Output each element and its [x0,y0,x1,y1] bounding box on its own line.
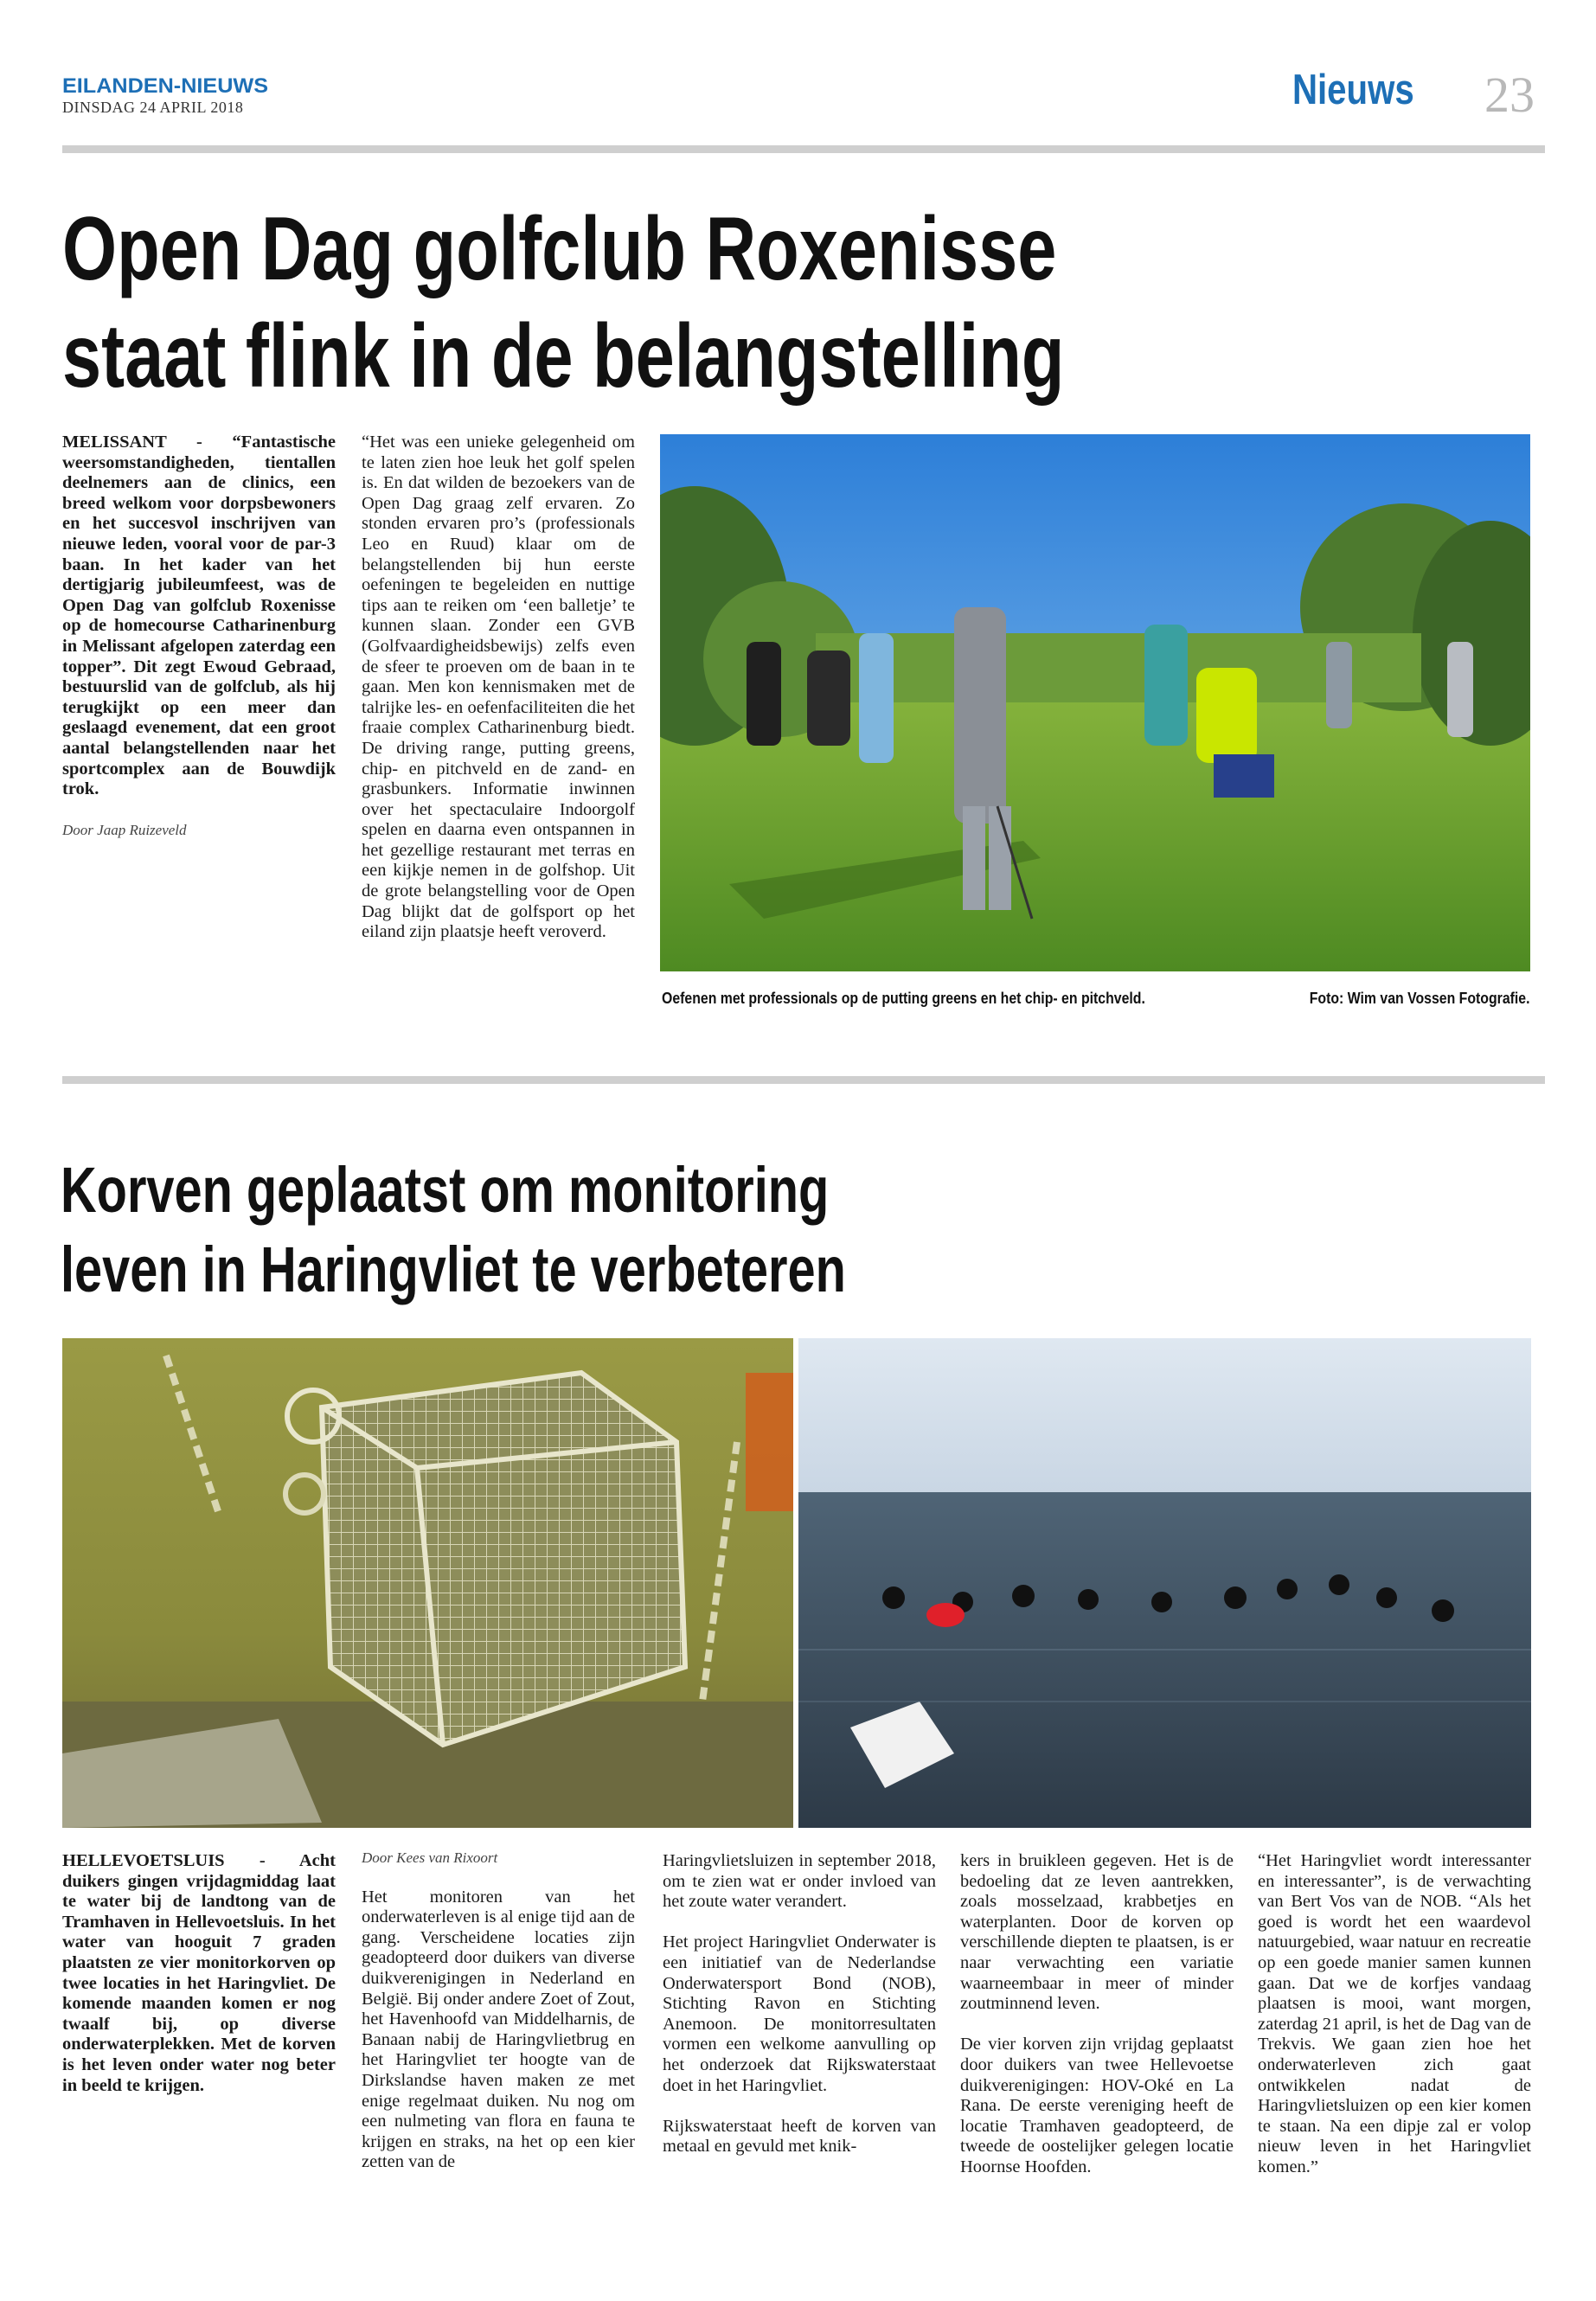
article2-column-4 [960,1851,1234,2198]
divers-photo [798,1338,1531,1828]
article1-column-2 [362,433,635,963]
divers-photo-illustration [798,1338,1531,1828]
article1-lead: MELISSANT - “Fantastische weersomstandigheden, tientallen deelnemers aan de clinics, een breed welkom voor dorpsbewoners en het succesvol inschrijven van nieuwe leden, vooral voor de par-3 baan. In het kader van het dertigjarig jubileumfeest, was de Open Dag van golfclub Roxenisse op de homecourse Catharinenburg in Melissant afgelopen zaterdag een topper”. Dit zegt Ewoud Gebraad, bestuurslid van de golfclub, als hij terugkijkt op een meer dan geslaagd evenement, dat een groot aantal belangstellenden naar het sportcomplex aan de Bouwdijk trok. [62,433,336,799]
article2-column-1 [62,1851,336,2117]
article2-col3-p3: Rijkswaterstaat heeft de korven van metaal en gevuld met knik- [663,2116,936,2157]
article1-column-1 [62,433,336,861]
page-number: 23 [1484,67,1535,123]
top-rule [62,145,1545,153]
issue-date: DINSDAG 24 APRIL 2018 [62,99,244,116]
article1-byline: Door Jaap Ruizeveld [62,822,187,839]
article2-column-2 [362,1848,635,2194]
golf-photo-illustration [660,434,1530,971]
basket-photo-illustration [62,1338,793,1828]
article2-lead: HELLEVOETSLUIS - Acht duikers gingen vrijdagmiddag laat te water bij de landtong van de Tramhaven in Hellevoetsluis. In het water van hooguit 7 graden plaatsten ze vier monitorkorven op twee locaties in het Haringvliet. De komende maanden komen er nog twaalf bij, op diverse onderwaterplekken. Met de korven is het leven onder water nog beter in beeld te krijgen. [62,1851,336,2095]
article1-headline-line1: Open Dag golfclub Roxenisse [62,199,1057,299]
article2-col5-text: “Het Haringvliet wordt interessanter en interessanter”, is de verwachting van Bert Vos van de NOB. “Als het goed is wordt het een waardevol natuurgebied, waar natuur en recreatie op een goede manier samen kunnen gaan. Dat we de korfjes vandaag plaatsen is mooi, want morgen, zaterdag 21 april, is het de Dag van de Trekvis. We gaan zien hoe het onderwaterleven zich gaat ontwikkelen nadat de Haringvlietsluizen op een kier komen te staan. Na een dipje zal er volop nieuw leven in het Haringvliet komen.” [1258,1851,1531,2176]
article-divider [62,1076,1545,1084]
article2-col2-text: Het monitoren van het onderwaterleven is al enige tijd aan de gang. Verscheidene locaties zijn geadopteerd door duikers van diverse duikverenigingen in Nederland en België. Bij onder andere Zoet of Zout, het Havenhoofd van Middelharnis, de Banaan nabij de Haringvlietbrug en het Haringvliet ter hoogte van de Dirkslandse haven maken ze met enige regelmaat duiken. Nu nog om een nulmeting van flora en fauna te krijgen en straks, na het op een kier zetten van de [362,1887,635,2172]
article1-headline [62,195,1064,410]
article2-headline-line2: leven in Haringvliet te verbeteren [61,1234,846,1305]
article2-col4-p2: De vier korven zijn vrijdag geplaatst door duikers van twee Hellevoetse duikverenigingen: HOV-Oké en La Rana. De eerste vereniging heeft de locatie Tramhaven geadopteerd, de tweede de oostelijker gelegen locatie Hoornse Hoofden. [960,2035,1234,2176]
article2-column-3 [663,1851,936,2178]
section-title: Nieuws [1292,67,1414,113]
article2-column-5 [1258,1851,1531,2198]
golf-photo-caption: Oefenen met professionals op de putting greens en het chip- en pitchveld. [662,990,1145,1007]
article2-col4-p1: kers in bruikleen gegeven. Het is de bedoeling dat ze leven aantrekken, zoals mosselzaad, krabbetjes en waterplanten. Door de korven op verschillende diepten te plaatsen, is er naar verwachting een variatie waarneembaar in meer of minder zoutminnend leven. [960,1851,1234,2014]
article2-headline-line1: Korven geplaatst om monitoring [61,1154,830,1226]
golf-photo [660,434,1530,971]
article2-headline [61,1150,846,1310]
article1-body: “Het was een unieke gelegenheid om te laten zien hoe leuk het golf spelen is. En dat wilden de bezoekers van de Open Dag graag zelf ervaren. Zo stonden ervaren pro’s (professionals Leo en Ruud) klaar om de belangstellenden bij hun eerste oefeningen te begeleiden en nuttige tips aan te reiken om ‘een balletje’ te kunnen slaan. Zonder een GVB (Golfvaardigheidsbewijs) zelfs even de sfeer te proeven om de baan in te gaan. Men kon kennismaken met de talrijke les- en oefenfaciliteiten die het fraaie complex Catharinenburg biedt. De driving range, putting greens, chip- en pitchveld en de zand- en grasbunkers. Informatie inwinnen over het spectaculaire Indoorgolf spelen en daarna even ontspannen in het gezellige restaurant met terras en een kijkje nemen in de golfshop. Uit de grote belangstelling voor de Open Dag blijkt dat de golfsport op het eiland zijn plaatsje heeft veroverd. [362,433,635,942]
newspaper-logo: EILANDEN-NIEUWS [62,74,269,98]
golf-photo-credit: Foto: Wim van Vossen Fotografie. [1310,990,1530,1007]
article2-col3-p1: Haringvlietsluizen in september 2018, om te zien wat er onder invloed van het zoute water verandert. [663,1851,936,1912]
basket-photo [62,1338,793,1828]
article1-headline-line2: staat flink in de belangstelling [62,306,1065,407]
article2-byline: Door Kees van Rixoort [362,1849,498,1866]
article2-col3-p2: Het project Haringvliet Onderwater is een initiatief van de Nederlandse Onderwatersport Bond (NOB), Stichting Ravon en Stichting Anemoon. De monitorresultaten vormen een welkome aanvulling op het onderzoek dat Rijkswaterstaat doet in het Haringvliet. [663,1932,936,2095]
